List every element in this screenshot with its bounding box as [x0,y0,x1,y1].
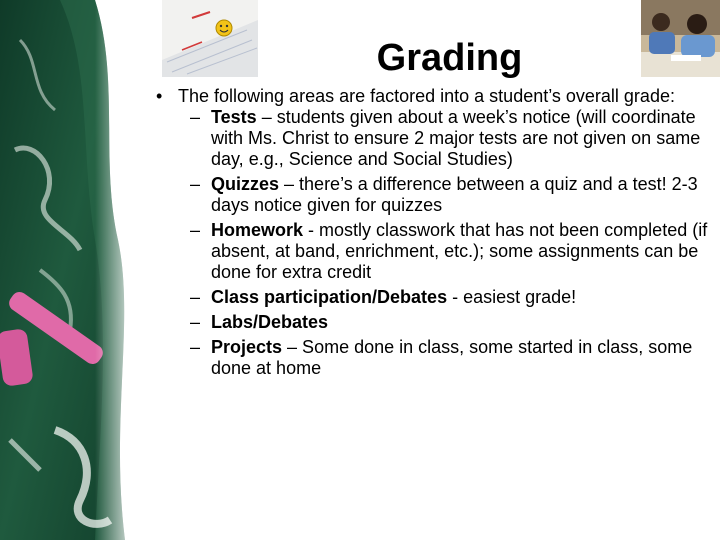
item-text: – Some done in class, some started in class, some done at home [211,337,693,378]
list-item [150,220,715,283]
item-term: Homework [211,220,304,240]
item-term: Quizzes [211,174,280,194]
item-term: Projects [211,337,283,357]
dash-icon: – [190,337,201,357]
bullet-icon: • [156,86,163,106]
list-item [150,174,715,216]
dash-icon: – [190,107,201,127]
item-text: - easiest grade! [447,287,577,307]
list-item [150,337,715,379]
chalkboard-image [0,0,140,540]
bullet-intro [150,86,715,107]
item-text: – there’s a difference between a quiz and a test! 2-3 days notice given for quizzes [211,174,698,215]
list-item [150,287,715,308]
dash-icon: – [190,287,201,307]
intro-text: The following areas are factored into a student’s overall grade: [178,86,675,106]
item-term: Tests [211,107,257,127]
list-item [150,107,715,170]
dash-icon: – [190,220,201,240]
dash-icon: – [190,174,201,194]
slide-title: Grading [376,37,523,79]
grade-areas-list [150,107,715,379]
students-photo [641,0,720,77]
smiley-icon [216,20,232,36]
item-term: Class participation/Debates [211,287,448,307]
item-term: Labs/Debates [211,312,329,332]
item-text: – students given about a week’s notice (will coordinate with Ms. Christ to ensure 2 major tests are not given on same day, e.g., Science and Social Studies) [211,107,701,169]
dash-icon: – [190,312,201,332]
list-item [150,312,715,333]
item-text: - mostly classwork that has not been completed (if absent, at band, enrichment, etc.); some assignments can be done for extra credit [211,220,708,282]
slide-content [150,86,715,383]
graded-paper-photo [162,0,258,77]
